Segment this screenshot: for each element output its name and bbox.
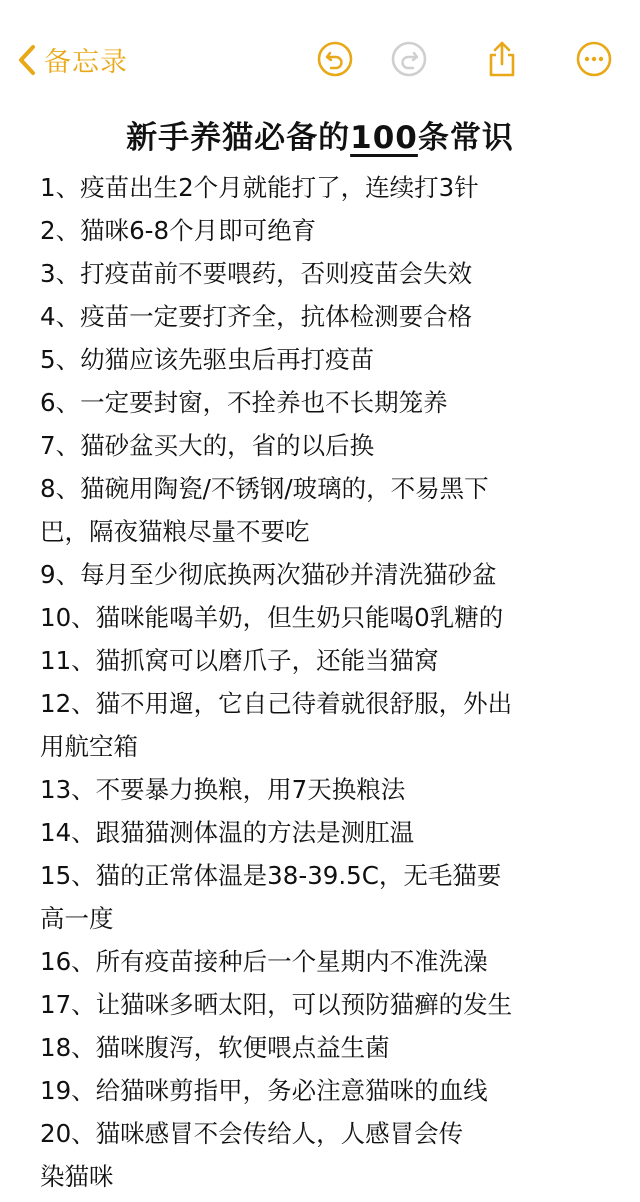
note-line: 高一度 (40, 904, 114, 933)
note-line: 7、猫砂盆买大的，省的以后换 (40, 431, 375, 460)
note-line: 染猫咪 (40, 1162, 114, 1191)
note-line: 11、猫抓窝可以磨爪子，还能当猫窝 (40, 646, 439, 675)
note-line: 2、猫咪6-8个月即可绝育 (40, 216, 317, 245)
note-line: 用航空箱 (40, 732, 138, 761)
note-line: 15、猫的正常体温是38-39.5C，无毛猫要 (40, 861, 502, 890)
note-line: 巴，隔夜猫粮尽量不要吃 (40, 517, 310, 546)
navigation-bar (0, 0, 640, 100)
note-line: 20、猫咪感冒不会传给人，人感冒会传 (40, 1119, 464, 1148)
back-button[interactable] (14, 40, 128, 79)
title-number: 100 (350, 120, 418, 156)
note-line: 9、每月至少彻底换两次猫砂并清洗猫砂盆 (40, 560, 497, 589)
note-line: 8、猫碗用陶瓷/不锈钢/玻璃的，不易黑下 (40, 474, 489, 503)
title-suffix: 条常识 (417, 120, 514, 156)
note-line: 1、疫苗出生2个月就能打了，连续打3针 (40, 173, 479, 202)
note-title (0, 112, 640, 157)
note-line: 5、幼猫应该先驱虫后再打疫苗 (40, 345, 375, 374)
note-line: 12、猫不用遛，它自己待着就很舒服，外出 (40, 689, 513, 718)
note-line: 19、给猫咪剪指甲，务必注意猫咪的血线 (40, 1076, 488, 1105)
note-line: 3、打疫苗前不要喂药，否则疫苗会失效 (40, 259, 473, 288)
note-line: 18、猫咪腹泻，软便喂点益生菌 (40, 1033, 390, 1062)
chevron-left-icon (14, 42, 40, 78)
note-line: 16、所有疫苗接种后一个星期内不准洗澡 (40, 947, 488, 976)
note-line: 6、一定要封窗，不拴养也不长期笼养 (40, 388, 448, 417)
more-icon[interactable] (575, 40, 613, 78)
redo-icon[interactable] (390, 40, 428, 78)
title-prefix: 新手养猫必备的 (126, 120, 351, 156)
note-line: 4、疫苗一定要打齐全，抗体检测要合格 (40, 302, 473, 331)
undo-icon[interactable] (316, 40, 354, 78)
note-line: 10、猫咪能喝羊奶，但生奶只能喝0乳糖的 (40, 603, 504, 632)
note-body[interactable] (40, 166, 600, 1198)
share-icon[interactable] (483, 40, 521, 78)
back-button-label: 备忘录 (44, 47, 128, 78)
note-line: 17、让猫咪多晒太阳，可以预防猫癣的发生 (40, 990, 513, 1019)
note-line: 13、不要暴力换粮，用7天换粮法 (40, 775, 406, 804)
note-line: 14、跟猫猫测体温的方法是测肛温 (40, 818, 415, 847)
